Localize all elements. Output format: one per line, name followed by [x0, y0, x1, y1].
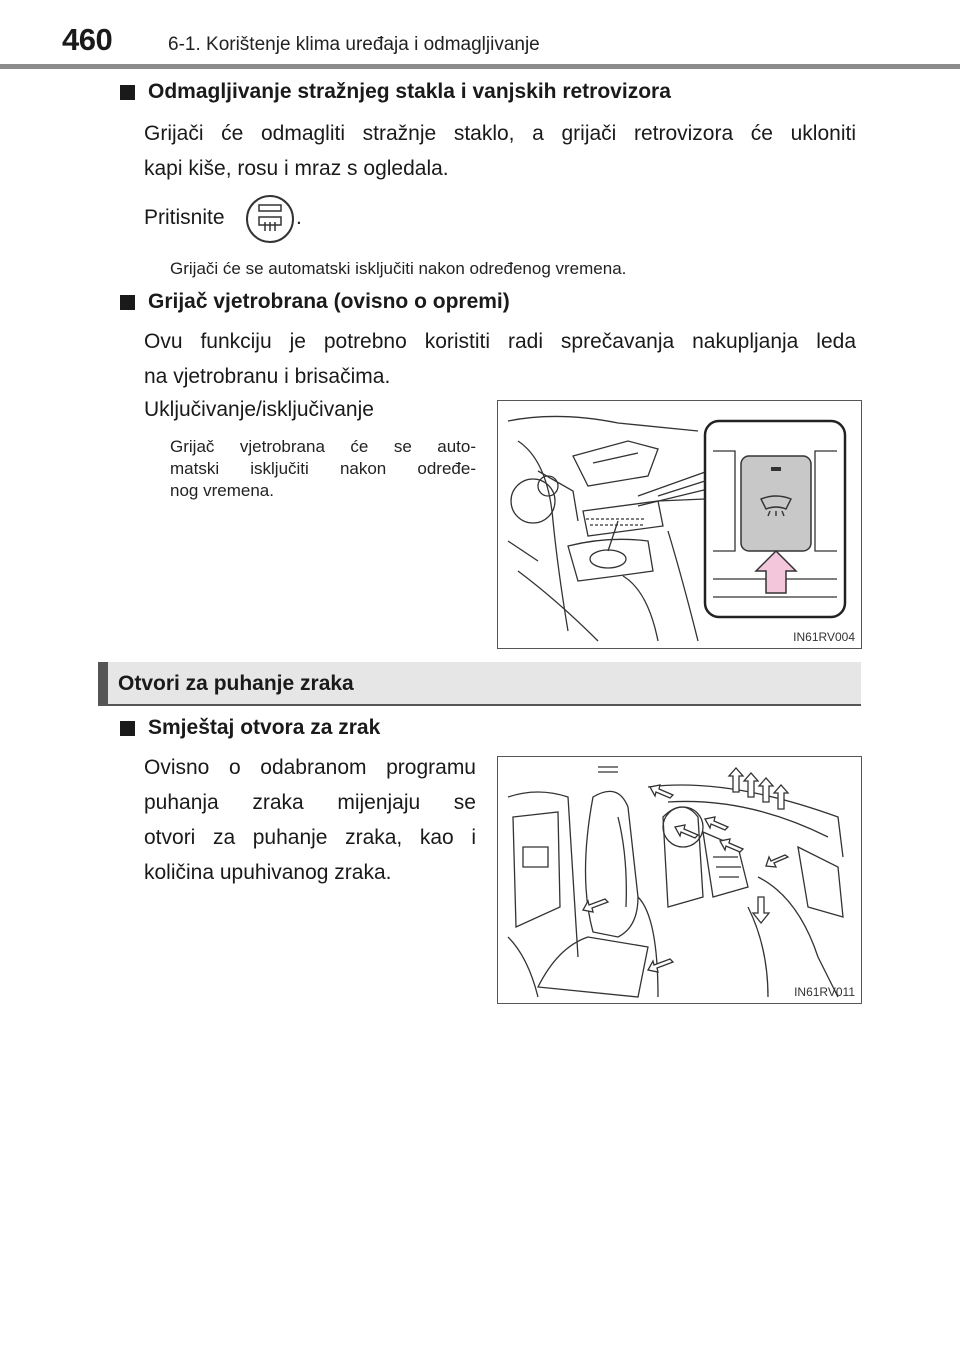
- figure-code: IN61RV004: [793, 630, 855, 644]
- text-line: količina upuhivanog zraka.: [144, 861, 392, 884]
- press-period: .: [296, 206, 302, 229]
- subheading-rear-defogger: [118, 80, 671, 104]
- page-number: 460: [62, 22, 113, 57]
- chapter-title: 6-1. Korištenje klima uređaja i odmagljivanje: [168, 34, 540, 55]
- paragraph-windshield-heater: [144, 324, 856, 394]
- paragraph-rear-defogger: [144, 116, 856, 186]
- subheading-text: Odmagljivanje stražnjeg stakla i vanjskih retrovizora: [148, 80, 671, 103]
- paragraph-air-outlets: [144, 750, 476, 890]
- toggle-label: Uključivanje/isključivanje: [144, 398, 374, 421]
- text-line: kapi kiše, rosu i mraz s ogledala.: [144, 157, 449, 180]
- note-rear-defogger: Grijači će se automatski isključiti nakon određenog vremena.: [170, 259, 627, 278]
- header-rule: [0, 64, 960, 69]
- bullet-square-icon: [120, 721, 135, 736]
- text-line: otvori za puhanje zraka, kao i: [144, 826, 476, 849]
- press-label: Pritisnite: [144, 206, 225, 229]
- figure-windshield-heater: [497, 400, 862, 649]
- subheading-text: Grijač vjetrobrana (ovisno o opremi): [148, 290, 510, 313]
- bullet-square-icon: [120, 295, 135, 310]
- bullet-square-icon: [120, 85, 135, 100]
- subheading-windshield-heater: [118, 290, 510, 314]
- section-bar-accent: [98, 662, 108, 706]
- text-line: Grijači će odmagliti stražnje staklo, a grijači retrovizora će ukloniti: [144, 122, 856, 145]
- section-title: Otvori za puhanje zraka: [118, 672, 354, 695]
- figure-code: IN61RV011: [794, 985, 855, 999]
- note-windshield-heater: [170, 436, 476, 502]
- dashboard-illustration: [498, 401, 861, 648]
- cabin-illustration: [498, 757, 861, 1003]
- figure-air-outlets: [497, 756, 862, 1004]
- text-line: Ovu funkciju je potrebno koristiti radi sprečavanja nakupljanja leda: [144, 330, 856, 353]
- note-line: matski isključiti nakon određe-: [170, 459, 476, 478]
- subheading-air-outlets: [118, 716, 380, 740]
- subheading-text: Smještaj otvora za zrak: [148, 716, 381, 739]
- text-line: na vjetrobranu i brisačima.: [144, 365, 391, 388]
- rear-defogger-button-icon: [246, 195, 294, 243]
- text-line: Ovisno o odabranom programu: [144, 756, 476, 779]
- text-line: puhanja zraka mijenjaju se: [144, 791, 476, 814]
- note-line: nog vremena.: [170, 481, 274, 500]
- note-line: Grijač vjetrobrana će se auto-: [170, 437, 476, 456]
